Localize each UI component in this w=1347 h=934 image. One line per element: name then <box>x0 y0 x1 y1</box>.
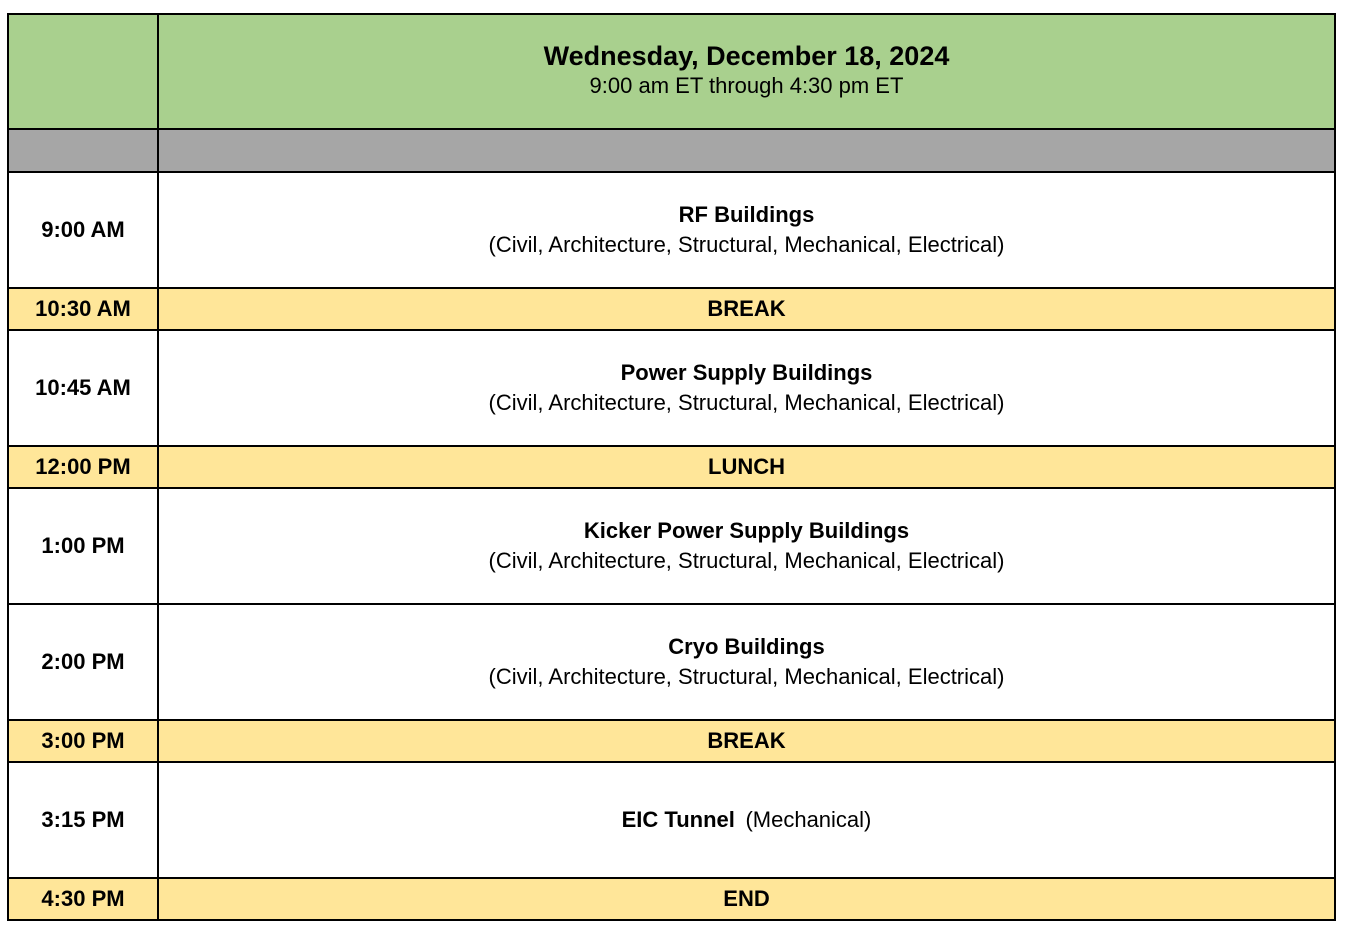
session-cell <box>158 488 1335 604</box>
break-cell <box>158 446 1335 488</box>
time-label: 10:30 AM <box>35 296 131 321</box>
time-label: 3:15 PM <box>41 807 125 832</box>
time-label: 2:00 PM <box>41 649 125 674</box>
session-detail: (Civil, Architecture, Structural, Mechanical, Electrical) <box>488 548 1005 573</box>
schedule-row-session <box>8 330 1335 446</box>
time-cell <box>8 172 158 288</box>
time-cell <box>8 604 158 720</box>
session-title: Power Supply Buildings <box>620 360 873 385</box>
schedule-row-session <box>8 488 1335 604</box>
session-cell <box>158 604 1335 720</box>
session-title: Kicker Power Supply Buildings <box>583 518 910 543</box>
time-cell <box>8 488 158 604</box>
session-title: Cryo Buildings <box>668 634 825 659</box>
time-label: 4:30 PM <box>41 886 125 911</box>
break-cell <box>158 288 1335 330</box>
time-label: 3:00 PM <box>41 728 125 753</box>
time-label: 1:00 PM <box>41 533 125 558</box>
time-cell <box>8 762 158 878</box>
session-cell <box>158 762 1335 878</box>
session-cell <box>158 172 1335 288</box>
time-cell <box>8 720 158 762</box>
session-title: RF Buildings <box>678 202 815 227</box>
schedule-row-session <box>8 762 1335 878</box>
session-cell <box>158 330 1335 446</box>
header-time-cell <box>8 14 158 129</box>
break-label: BREAK <box>707 728 786 753</box>
schedule-row-session <box>8 172 1335 288</box>
page-subtitle: 9:00 am ET through 4:30 pm ET <box>589 72 904 98</box>
session-detail: (Civil, Architecture, Structural, Mechanical, Electrical) <box>488 390 1005 415</box>
time-cell <box>8 446 158 488</box>
break-label: LUNCH <box>708 454 785 479</box>
session-detail: (Civil, Architecture, Structural, Mechanical, Electrical) <box>488 664 1005 689</box>
break-label: BREAK <box>707 296 786 321</box>
schedule-row-break <box>8 288 1335 330</box>
break-cell <box>158 720 1335 762</box>
schedule-row-session <box>8 604 1335 720</box>
time-cell <box>8 330 158 446</box>
time-label: 9:00 AM <box>41 217 125 242</box>
time-label: 10:45 AM <box>35 375 131 400</box>
schedule-row-break <box>8 720 1335 762</box>
spacer-cell-right <box>158 129 1335 172</box>
session-detail: (Mechanical) <box>745 807 872 832</box>
spacer-cell-left <box>8 129 158 172</box>
break-cell <box>158 878 1335 920</box>
session-title: EIC Tunnel <box>621 807 735 832</box>
time-cell <box>8 288 158 330</box>
header-row <box>8 14 1335 129</box>
schedule-row-end <box>8 878 1335 920</box>
schedule-table <box>7 13 1336 921</box>
session-detail: (Civil, Architecture, Structural, Mechanical, Electrical) <box>488 232 1005 257</box>
header-cell <box>158 14 1335 129</box>
page-title: Wednesday, December 18, 2024 <box>543 40 950 71</box>
schedule-row-lunch <box>8 446 1335 488</box>
end-label: END <box>723 886 770 911</box>
time-label: 12:00 PM <box>35 454 131 479</box>
time-cell <box>8 878 158 920</box>
spacer-row <box>8 129 1335 172</box>
